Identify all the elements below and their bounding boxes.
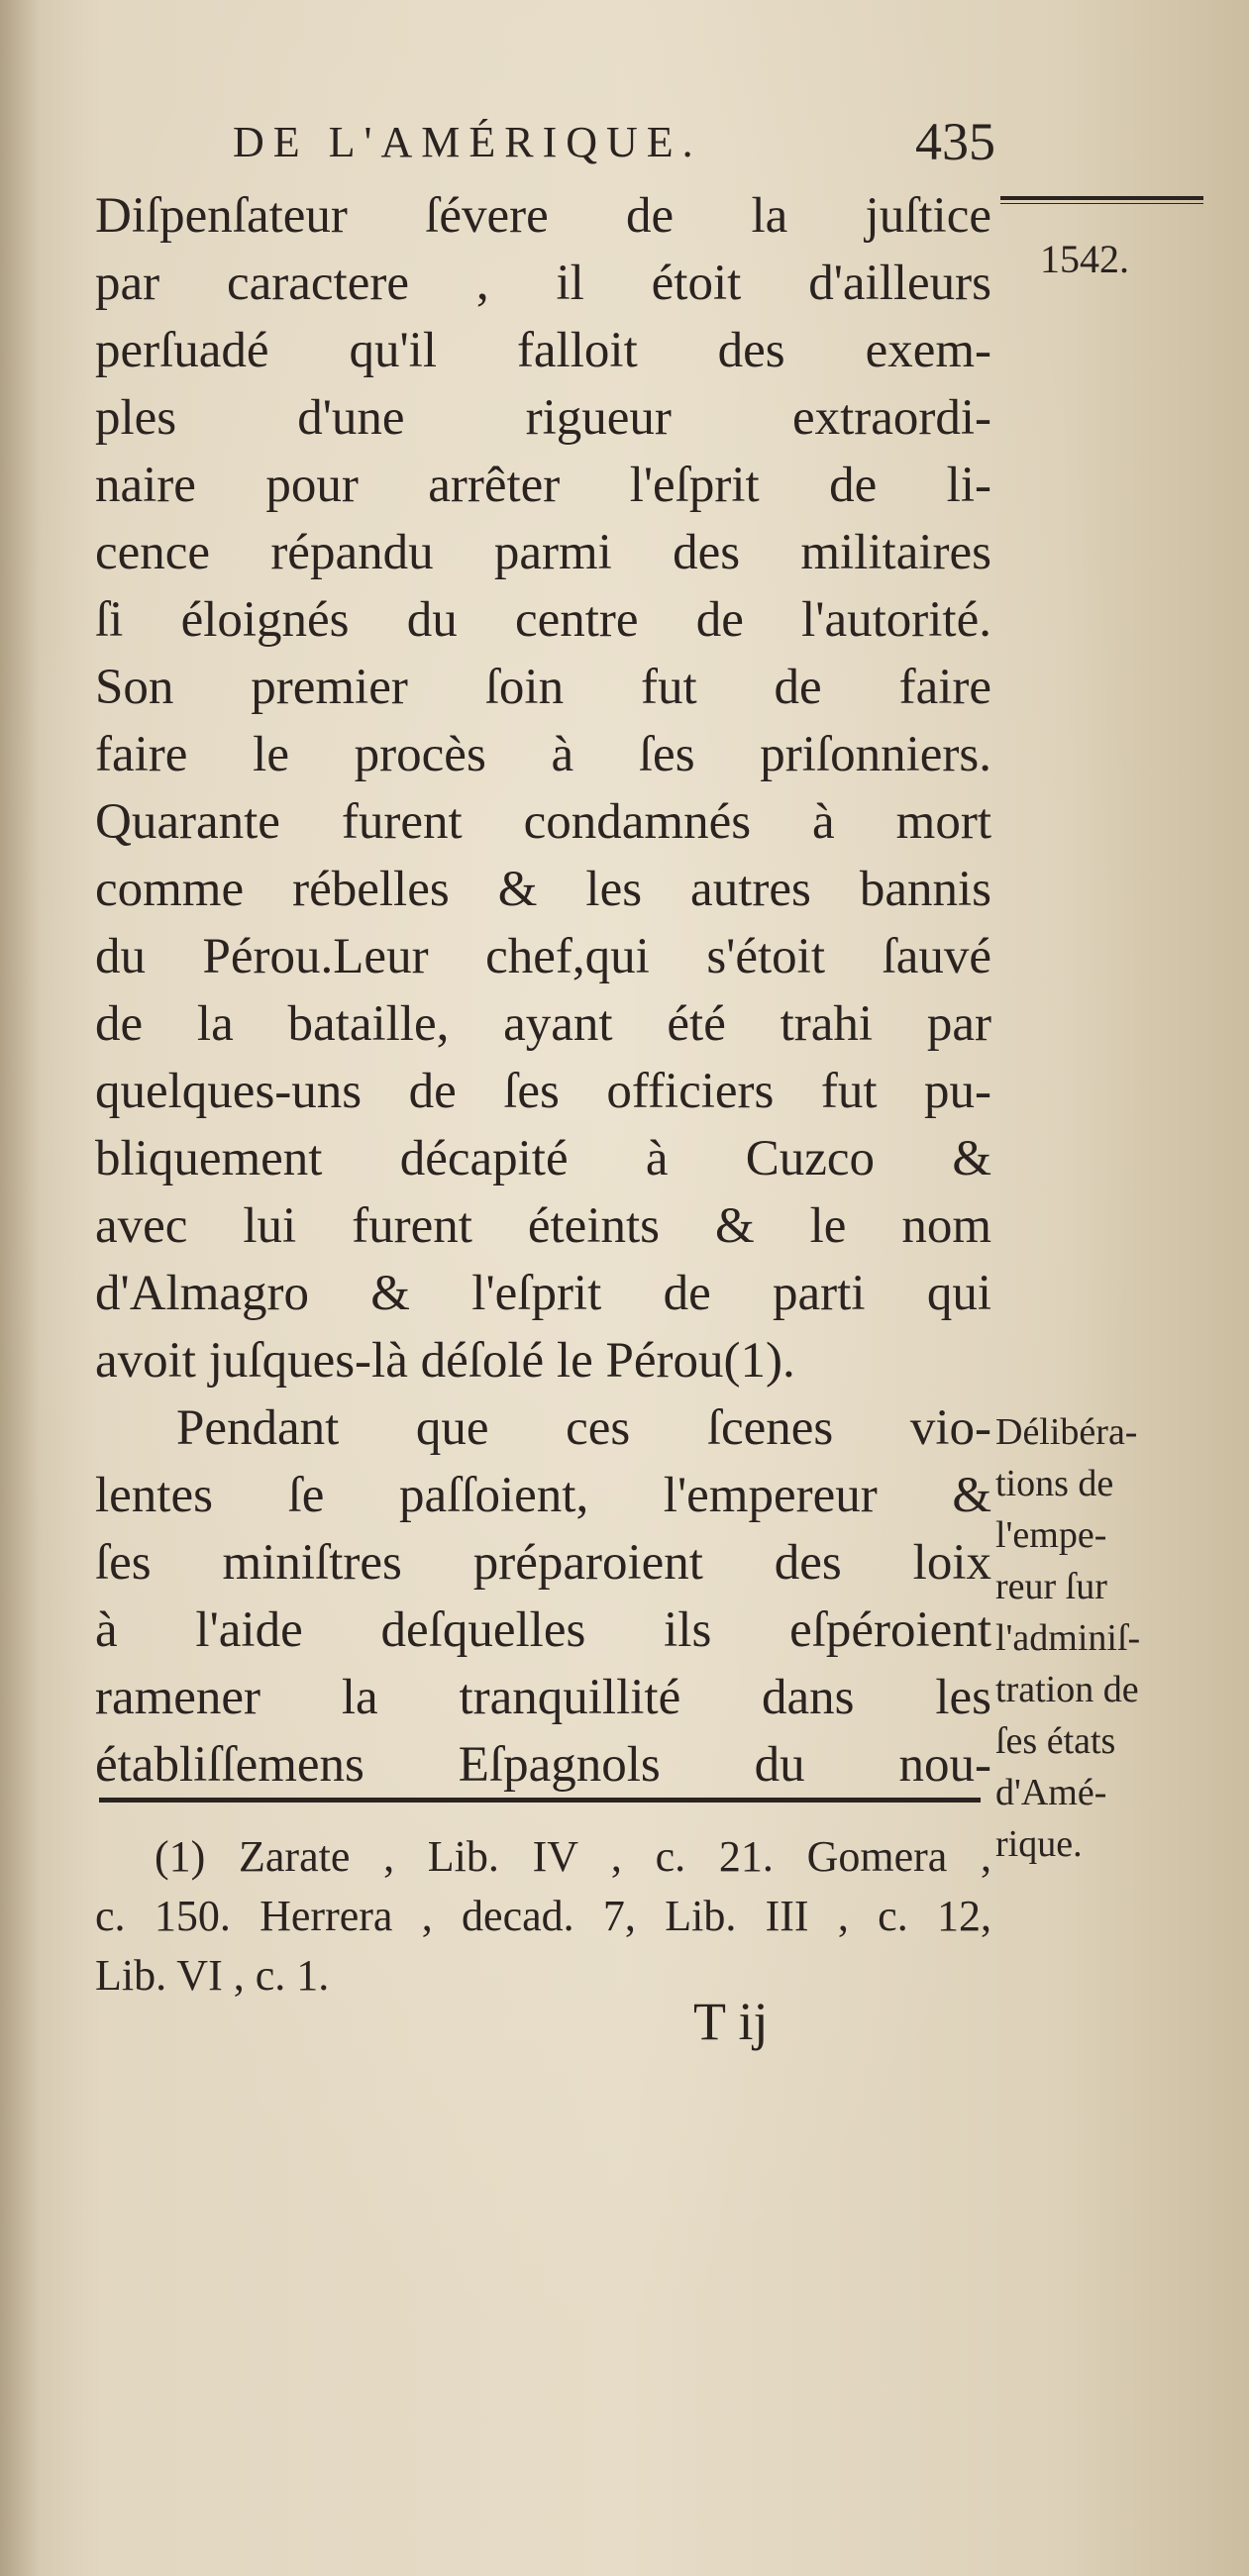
text-line: ſi éloignés du centre de l'autorité.	[95, 592, 991, 648]
margin-year: 1542.	[1040, 237, 1129, 281]
footnote-rule	[99, 1798, 981, 1803]
text-line: par caractere , il étoit d'ailleurs	[95, 256, 991, 311]
margin-note-line: rique.	[995, 1823, 1083, 1865]
signature-mark: T ij	[693, 1992, 769, 2051]
text-line: cence répandu parmi des militaires	[95, 525, 991, 580]
margin-note-line: l'empe-	[995, 1514, 1107, 1556]
text-line: quelques-uns de ſes officiers fut pu-	[95, 1064, 991, 1119]
margin-note-line: l'adminiſ-	[995, 1617, 1141, 1659]
text-line: perſuadé qu'il falloit des exem-	[95, 323, 991, 378]
text-line: ſes miniſtres préparoient des loix	[95, 1535, 991, 1591]
margin-note	[995, 1406, 1238, 1870]
margin-note-line: reur ſur	[995, 1566, 1107, 1607]
text-line: ramener la tranquillité dans les	[95, 1670, 991, 1725]
running-head: DE L'AMÉRIQUE.	[233, 118, 702, 166]
text-line: à l'aide deſquelles ils eſpéroient	[95, 1602, 991, 1658]
margin-note-line: Délibéra-	[995, 1411, 1138, 1453]
text-line: de la bataille, ayant été trahi par	[95, 996, 991, 1052]
body-text	[95, 182, 991, 1799]
text-line: Son premier ſoin fut de faire	[95, 660, 991, 715]
text-line: naire pour arrêter l'eſprit de li-	[95, 458, 991, 513]
footnote-line: c. 150. Herrera , decad. 7, Lib. III , c. 12,	[95, 1892, 991, 1940]
page-number: 435	[915, 112, 995, 171]
text-line: Pendant que ces ſcenes vio-	[176, 1400, 991, 1456]
footnote	[95, 1827, 991, 2006]
footnote-line: Lib. VI , c. 1.	[95, 1951, 330, 2000]
margin-note-line: d'Amé-	[995, 1772, 1107, 1813]
text-line: du Pérou.Leur chef,qui s'étoit ſauvé	[95, 929, 991, 984]
text-line: lentes ſe paſſoient, l'empereur &	[95, 1468, 991, 1523]
margin-rule	[1000, 196, 1203, 204]
text-line: faire le procès à ſes priſonniers.	[95, 727, 991, 782]
text-line: Quarante furent condamnés à mort	[95, 794, 991, 850]
text-line: établiſſemens Eſpagnols du nou-	[95, 1737, 991, 1793]
margin-note-line: tration de	[995, 1669, 1139, 1710]
text-line: comme rébelles & les autres bannis	[95, 862, 991, 917]
text-line: avoit juſques-là déſolé le Pérou(1).	[95, 1333, 795, 1389]
text-line: ples d'une rigueur extraordi-	[95, 390, 991, 446]
page-gutter-shadow	[0, 0, 40, 2576]
text-line: Diſpenſateur ſévere de la juſtice	[95, 188, 991, 244]
margin-note-line: tions de	[995, 1463, 1114, 1504]
margin-note-line: ſes états	[995, 1720, 1116, 1762]
page-header	[233, 112, 995, 176]
text-line: bliquement décapité à Cuzco &	[95, 1131, 991, 1186]
text-line: d'Almagro & l'eſprit de parti qui	[95, 1266, 991, 1321]
text-line: avec lui furent éteints & le nom	[95, 1198, 991, 1254]
footnote-line: (1) Zarate , Lib. IV , c. 21. Gomera ,	[155, 1832, 991, 1881]
